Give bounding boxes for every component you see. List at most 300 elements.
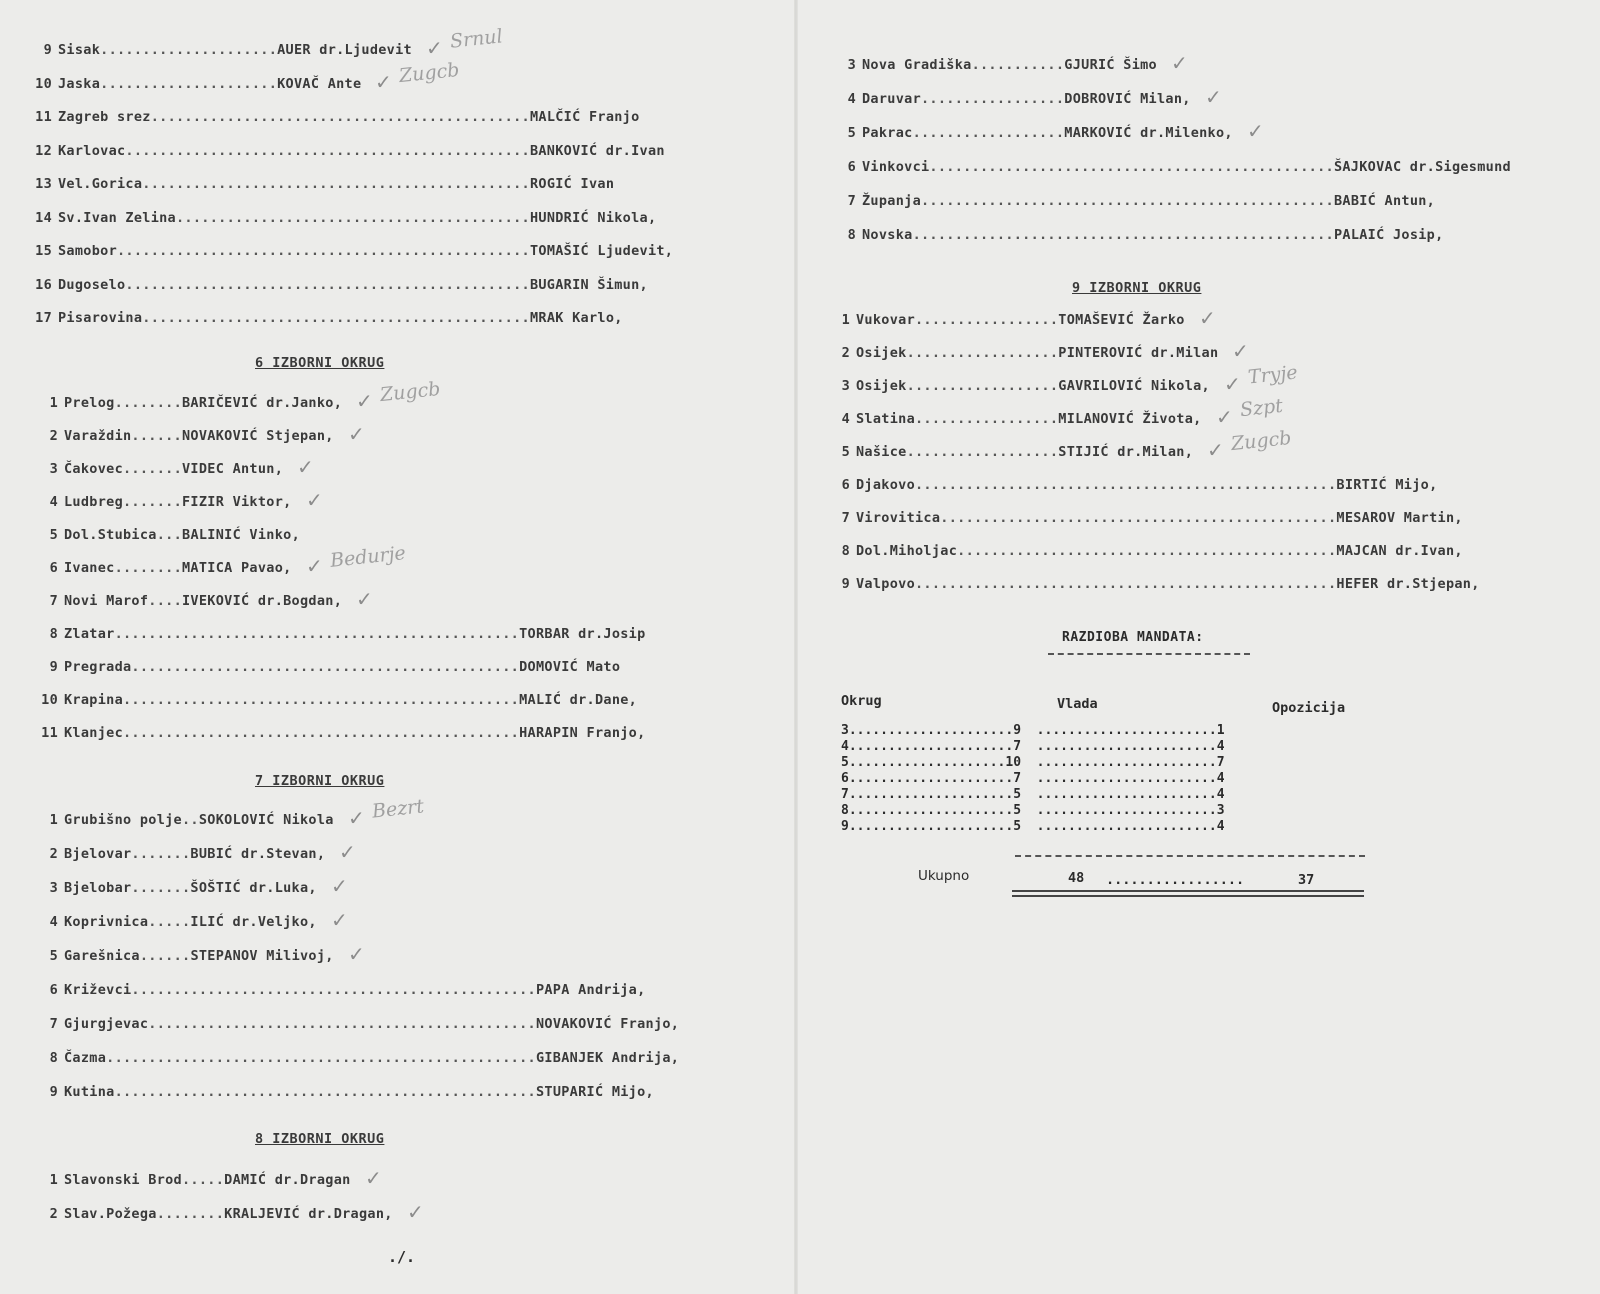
candidate-name: BANKOVIĆ dr.Ivan xyxy=(529,142,665,159)
leader-dots: ....................... xyxy=(1021,819,1217,834)
row-number: 4 xyxy=(847,91,856,107)
total-dots: ................. xyxy=(1106,872,1245,888)
candidate-row xyxy=(832,227,1444,243)
checkmark-icon: ✓ xyxy=(348,942,365,966)
page-fold xyxy=(794,0,798,1294)
checkmark-icon: ✓ xyxy=(1224,372,1241,396)
distribution-title: RAZDIOBA MANDATA: xyxy=(1062,630,1204,645)
district-place: Daruvar xyxy=(862,91,921,107)
leader-dots: ............................................. xyxy=(150,109,530,125)
row-number: 5 xyxy=(847,125,856,141)
district-place: Bjelovar xyxy=(64,846,132,862)
candidate-name: MAJCAN dr.Ivan, xyxy=(1336,543,1463,559)
leader-dots: ........ xyxy=(114,395,182,411)
district-place: Zagreb srez xyxy=(58,109,151,125)
district-place: Dugoselo xyxy=(58,276,126,293)
checkmark-icon: ✓ xyxy=(1199,306,1216,330)
leader-dots: ....................... xyxy=(1021,803,1217,818)
leader-dots: ............................................... xyxy=(123,692,520,708)
candidate-name: MALČIĆ Franjo xyxy=(529,109,640,125)
candidate-row xyxy=(826,510,1463,526)
handwritten-note: Zugcb xyxy=(398,58,461,87)
leader-dots: ................................................. xyxy=(117,243,530,259)
leader-dots: ........... xyxy=(971,57,1065,73)
district-place: Vinkovci xyxy=(862,159,930,175)
row-number: 4 xyxy=(841,411,850,427)
row-number: 1 xyxy=(49,1172,58,1188)
leader-dots: ...... xyxy=(139,948,191,964)
row-number: 8 xyxy=(49,1050,58,1066)
leader-dots: ....... xyxy=(131,880,191,896)
vlada-value: 7 xyxy=(1013,739,1022,754)
leader-dots: .................................................. xyxy=(912,227,1334,243)
candidate-row xyxy=(28,176,614,192)
leader-dots: ..................... xyxy=(848,819,1014,834)
okrug-value: 9 xyxy=(841,819,849,834)
candidate-name: MATICA Pavao, xyxy=(182,560,292,576)
candidate-row xyxy=(34,395,342,411)
checkmark-icon: ✓ xyxy=(297,455,314,479)
checkmark-icon: ✓ xyxy=(1216,405,1233,429)
leader-dots: ....................... xyxy=(1021,771,1217,786)
district-place: Varaždin xyxy=(64,428,132,444)
row-number: 2 xyxy=(49,846,58,862)
vlada-value: 5 xyxy=(1013,803,1022,818)
leader-dots: ....... xyxy=(123,461,182,477)
candidate-name: BIRTIĆ Mijo, xyxy=(1336,477,1438,493)
checkmark-icon: ✓ xyxy=(1232,339,1249,363)
leader-dots: ..................... xyxy=(848,739,1014,754)
leader-dots: .............................................. xyxy=(142,310,530,326)
candidate-name: STUPARIĆ Mijo, xyxy=(535,1084,654,1100)
district-place: Bjelobar xyxy=(64,880,132,896)
opozicija-value: 7 xyxy=(1216,755,1225,770)
leader-dots: .................... xyxy=(848,755,1006,770)
candidate-name: MRAK Karlo, xyxy=(529,310,623,326)
candidate-row xyxy=(34,659,620,675)
candidate-row xyxy=(34,461,283,477)
row-number: 6 xyxy=(49,982,58,998)
checkmark-icon: ✓ xyxy=(1207,438,1224,462)
candidate-name: ROGIĆ Ivan xyxy=(529,176,615,192)
row-number: 7 xyxy=(49,593,58,609)
vlada-value: 10 xyxy=(1005,755,1022,770)
row-number: 14 xyxy=(35,209,52,226)
total-vlada: 48 xyxy=(1068,870,1085,886)
heading-okrug-7: 7 IZBORNI OKRUG xyxy=(255,773,385,789)
row-number: 10 xyxy=(41,692,58,708)
leader-dots: .................. xyxy=(906,378,1059,394)
vlada-value: 5 xyxy=(1013,787,1022,802)
candidate-row xyxy=(34,1084,654,1100)
candidate-name: ŠAJKOVAC dr.Sigesmund xyxy=(1333,159,1511,175)
candidate-row xyxy=(826,444,1193,460)
candidate-row xyxy=(34,812,334,828)
heading-okrug-6: 6 IZBORNI OKRUG xyxy=(255,355,385,371)
district-place: Koprivnica xyxy=(64,914,149,930)
district-place: Grubišno polje xyxy=(64,812,182,828)
district-place: Karlovac xyxy=(58,142,126,159)
candidate-name: BUBIĆ dr.Stevan, xyxy=(190,846,326,862)
candidate-name: PAPA Andrija, xyxy=(535,982,646,998)
handwritten-note: Zugcb xyxy=(1230,426,1293,456)
candidate-row xyxy=(28,243,673,259)
leader-dots: .................. xyxy=(912,125,1065,141)
candidate-name: KRALJEVIĆ dr.Dragan, xyxy=(224,1206,393,1222)
heading-okrug-8: 8 IZBORNI OKRUG xyxy=(255,1131,385,1147)
leader-dots: .................. xyxy=(906,444,1059,460)
leader-dots: ................................................ xyxy=(125,142,530,159)
leader-dots: ...... xyxy=(131,428,182,444)
opozicija-value: 1 xyxy=(1216,723,1225,738)
row-number: 6 xyxy=(841,477,850,493)
candidate-name: MESAROV Martin, xyxy=(1336,510,1463,526)
leader-dots: .............................................. xyxy=(131,659,520,675)
candidate-row xyxy=(34,1206,393,1222)
checkmark-icon: ✓ xyxy=(348,806,365,830)
row-number: 7 xyxy=(49,1016,58,1032)
candidate-name: AUER dr.Ljudevit xyxy=(277,42,412,58)
leader-dots: .................. xyxy=(906,345,1059,361)
row-number: 8 xyxy=(847,227,856,243)
candidate-name: STIJIĆ dr.Milan, xyxy=(1058,444,1194,460)
leader-dots: ........ xyxy=(114,560,182,576)
candidate-row xyxy=(826,477,1438,493)
row-number: 3 xyxy=(49,461,58,477)
district-place: Dol.Stubica xyxy=(64,527,157,543)
leader-dots: ................................................ xyxy=(131,982,536,998)
candidate-name: IVEKOVIĆ dr.Bogdan, xyxy=(182,593,343,609)
distribution-title-underline xyxy=(1048,653,1250,655)
leader-dots: ....... xyxy=(131,846,191,862)
district-place: Pakrac xyxy=(862,125,913,141)
leader-dots: .............................................. xyxy=(148,1016,536,1032)
candidate-row xyxy=(832,91,1191,107)
leader-dots: .... xyxy=(148,593,182,609)
leader-dots: ..................... xyxy=(848,771,1014,786)
leader-dots: ................. xyxy=(915,312,1059,328)
row-number: 7 xyxy=(841,510,850,526)
leader-dots: ............................................... xyxy=(123,725,520,741)
checkmark-icon: ✓ xyxy=(407,1200,424,1224)
distribution-row xyxy=(841,755,1225,771)
row-number: 16 xyxy=(35,276,52,293)
row-number: 7 xyxy=(847,193,856,209)
district-place: Sv.Ivan Zelina xyxy=(58,209,176,226)
distribution-row xyxy=(841,819,1225,835)
opozicija-value: 4 xyxy=(1216,739,1225,754)
heading-okrug-9: 9 IZBORNI OKRUG xyxy=(1072,280,1202,296)
leader-dots: ................. xyxy=(915,411,1059,427)
candidate-name: TOMAŠEVIĆ Žarko xyxy=(1058,312,1185,328)
leader-dots: ................................................. xyxy=(921,193,1334,209)
leader-dots: ................................................ xyxy=(929,159,1334,175)
candidate-name: SOKOLOVIĆ Nikola xyxy=(198,812,334,828)
okrug-value: 4 xyxy=(841,739,849,754)
candidate-row xyxy=(28,210,656,226)
candidate-row xyxy=(34,527,300,543)
district-place: Sisak xyxy=(58,42,101,58)
row-number: 12 xyxy=(35,142,52,159)
leader-dots: ............................................. xyxy=(957,543,1337,559)
district-place: Našice xyxy=(856,444,907,460)
handwritten-note: Tryje xyxy=(1246,361,1299,389)
row-number: 8 xyxy=(49,626,58,642)
page-continuation-mark: ./. xyxy=(388,1248,416,1266)
district-place: Križevci xyxy=(64,982,132,998)
leader-dots: ................. xyxy=(921,91,1065,107)
leader-dots: ................................................ xyxy=(125,276,530,293)
candidate-row xyxy=(826,378,1210,394)
checkmark-icon: ✓ xyxy=(365,1166,382,1190)
row-number: 9 xyxy=(49,659,58,675)
row-number: 6 xyxy=(847,159,856,175)
district-place: Pisarovina xyxy=(58,310,143,326)
leader-dots: ..................... xyxy=(848,723,1014,738)
candidate-name: PINTEROVIĆ dr.Milan xyxy=(1058,345,1219,361)
candidate-name: GAVRILOVIĆ Nikola, xyxy=(1058,378,1210,394)
leader-dots: .................................................. xyxy=(915,477,1337,493)
opozicija-value: 3 xyxy=(1216,803,1225,818)
candidate-name: DAMIĆ dr.Dragan xyxy=(224,1172,351,1188)
district-place: Novska xyxy=(862,227,913,243)
district-place: Novi Marof xyxy=(64,593,149,609)
checkmark-icon: ✓ xyxy=(348,422,365,446)
handwritten-note: Bedurje xyxy=(329,542,407,572)
district-place: Jaska xyxy=(58,75,101,92)
leader-dots: ................................................ xyxy=(114,626,520,642)
handwritten-note: Zugcb xyxy=(379,377,442,407)
candidate-name: MALIĆ dr.Dane, xyxy=(519,692,638,708)
candidate-name: STEPANOV Milivoj, xyxy=(190,948,334,964)
row-number: 6 xyxy=(49,560,58,576)
district-place: Krapina xyxy=(64,692,123,708)
row-number: 5 xyxy=(49,948,58,964)
checkmark-icon: ✓ xyxy=(426,36,443,60)
candidate-row xyxy=(34,914,317,930)
candidate-name: HUNDRIĆ Nikola, xyxy=(529,209,657,226)
candidate-row xyxy=(832,159,1511,175)
candidate-row xyxy=(34,494,292,510)
candidate-row xyxy=(34,1050,679,1066)
candidate-row xyxy=(28,277,648,293)
row-number: 1 xyxy=(841,312,850,328)
leader-dots: ..................... xyxy=(100,75,278,92)
leader-dots: ..................... xyxy=(848,803,1014,818)
candidate-row xyxy=(28,76,361,92)
total-double-underline xyxy=(1012,890,1364,897)
opozicija-value: 4 xyxy=(1216,819,1225,834)
total-label: Ukupno xyxy=(918,868,970,884)
row-number: 3 xyxy=(841,378,850,394)
leader-dots: .............................................. xyxy=(142,176,530,192)
checkmark-icon: ✓ xyxy=(1205,85,1222,109)
candidate-row xyxy=(34,593,342,609)
candidate-row xyxy=(34,1172,351,1188)
vlada-value: 7 xyxy=(1013,771,1022,786)
district-place: Osijek xyxy=(856,345,907,361)
leader-dots: ................................................... xyxy=(106,1050,536,1066)
row-number: 5 xyxy=(49,527,58,543)
row-number: 9 xyxy=(43,42,52,58)
candidate-row xyxy=(826,345,1218,361)
row-number: 9 xyxy=(49,1084,58,1100)
candidate-name: DOMOVIĆ Mato xyxy=(519,659,621,675)
district-place: Dol.Miholjac xyxy=(856,543,958,559)
candidate-row xyxy=(826,312,1185,328)
checkmark-icon: ✓ xyxy=(1247,119,1264,143)
candidate-name: BARIČEVIĆ dr.Janko, xyxy=(182,395,343,411)
candidate-row xyxy=(34,846,325,862)
candidate-row xyxy=(826,543,1463,559)
district-place: Zlatar xyxy=(64,626,115,642)
column-vlada: Vlada xyxy=(1057,696,1098,712)
okrug-value: 8 xyxy=(841,803,849,818)
district-place: Čazma xyxy=(64,1050,107,1066)
candidate-row xyxy=(34,880,317,896)
district-place: Gjurgjevac xyxy=(64,1016,149,1032)
row-number: 5 xyxy=(841,444,850,460)
okrug-value: 5 xyxy=(841,755,849,770)
column-opozicija: Opozicija xyxy=(1272,700,1346,716)
total-opozicija: 37 xyxy=(1298,872,1315,888)
candidate-name: PALAIĆ Josip, xyxy=(1333,227,1444,243)
row-number: 9 xyxy=(841,576,850,592)
candidate-name: NOVAKOVIĆ Franjo, xyxy=(535,1016,680,1032)
district-place: Virovitica xyxy=(856,510,941,526)
district-place: Djakovo xyxy=(856,477,915,493)
row-number: 10 xyxy=(35,75,52,92)
checkmark-icon: ✓ xyxy=(375,69,392,94)
row-number: 2 xyxy=(49,1206,58,1222)
candidate-name: TORBAR dr.Josip xyxy=(519,626,646,642)
district-place: Čakovec xyxy=(64,461,123,477)
vlada-value: 5 xyxy=(1013,819,1022,834)
checkmark-icon: ✓ xyxy=(356,587,373,611)
candidate-name: HARAPIN Franjo, xyxy=(519,725,646,741)
handwritten-note: Bezrt xyxy=(370,795,425,823)
district-place: Ivanec xyxy=(64,560,115,576)
candidate-row xyxy=(34,948,334,964)
district-place: Ludbreg xyxy=(64,494,123,510)
leader-dots: ..................... xyxy=(848,787,1014,802)
row-number: 2 xyxy=(841,345,850,361)
candidate-row xyxy=(34,560,292,576)
distribution-row xyxy=(841,723,1225,739)
district-place: Vukovar xyxy=(856,312,915,328)
checkmark-icon: ✓ xyxy=(331,874,348,898)
candidate-row xyxy=(34,1016,679,1032)
candidate-row xyxy=(28,143,665,159)
candidate-name: ŠOŠTIĆ dr.Luka, xyxy=(190,880,317,896)
handwritten-note: Srnul xyxy=(448,25,504,53)
candidate-row xyxy=(832,57,1157,73)
opozicija-value: 4 xyxy=(1216,771,1225,786)
row-number: 8 xyxy=(841,543,850,559)
candidate-name: TOMAŠIĆ Ljudevit, xyxy=(529,243,674,259)
leader-dots: .................................................. xyxy=(114,1084,536,1100)
district-place: Samobor xyxy=(58,243,117,259)
candidate-name: FIZIR Viktor, xyxy=(182,494,292,510)
vlada-value: 9 xyxy=(1013,723,1022,738)
candidate-row xyxy=(34,428,334,444)
row-number: 1 xyxy=(49,395,58,411)
distribution-row xyxy=(841,787,1225,803)
district-place: Slav.Požega xyxy=(64,1206,157,1222)
row-number: 4 xyxy=(49,494,58,510)
checkmark-icon: ✓ xyxy=(306,554,323,578)
candidate-row xyxy=(28,109,640,125)
checkmark-icon: ✓ xyxy=(306,488,323,512)
row-number: 17 xyxy=(35,310,52,326)
district-place: Prelog xyxy=(64,395,115,411)
row-number: 1 xyxy=(49,812,58,828)
candidate-name: BUGARIN Šimun, xyxy=(529,276,648,293)
leader-dots: ..... xyxy=(148,914,191,930)
district-place: Županja xyxy=(862,193,921,209)
row-number: 3 xyxy=(847,57,856,73)
handwritten-note: Szpt xyxy=(1238,394,1284,422)
checkmark-icon: ✓ xyxy=(356,389,373,413)
leader-dots: ..................... xyxy=(100,42,278,58)
leader-dots: ....................... xyxy=(1021,755,1217,770)
leader-dots: ... xyxy=(156,527,183,543)
row-number: 15 xyxy=(35,243,52,259)
row-number: 4 xyxy=(49,914,58,930)
district-place: Slatina xyxy=(856,411,915,427)
district-place: Slavonski Brod xyxy=(64,1172,182,1188)
leader-dots: .................................................. xyxy=(915,576,1337,592)
candidate-row xyxy=(34,725,646,741)
leader-dots: ............................................... xyxy=(940,510,1337,526)
leader-dots: ....................... xyxy=(1021,739,1217,754)
candidate-row xyxy=(832,125,1233,141)
candidate-name: GIBANJEK Andrija, xyxy=(535,1050,680,1066)
candidate-row xyxy=(28,310,623,326)
checkmark-icon: ✓ xyxy=(1171,51,1188,75)
row-number: 13 xyxy=(35,176,52,192)
district-place: Osijek xyxy=(856,378,907,394)
candidate-name: MILANOVIĆ Života, xyxy=(1058,411,1202,427)
leader-dots: ....... xyxy=(123,494,182,510)
distribution-row xyxy=(841,739,1225,755)
leader-dots: ....................... xyxy=(1021,787,1217,802)
distribution-sum-line xyxy=(1015,855,1365,857)
candidate-name: GJURIĆ Šimo xyxy=(1064,57,1157,73)
leader-dots: ........ xyxy=(156,1206,225,1222)
district-place: Klanjec xyxy=(64,725,123,741)
leader-dots: .......................................... xyxy=(176,209,530,226)
candidate-name: MARKOVIĆ dr.Milenko, xyxy=(1064,125,1233,141)
okrug-value: 3 xyxy=(841,723,849,738)
district-place: Kutina xyxy=(64,1084,115,1100)
distribution-row xyxy=(841,771,1225,787)
candidate-name: KOVAČ Ante xyxy=(277,75,362,92)
column-okrug: Okrug xyxy=(841,693,882,709)
candidate-row xyxy=(832,193,1435,209)
district-place: Vel.Gorica xyxy=(58,176,143,192)
candidate-name: ILIĆ dr.Veljko, xyxy=(190,914,317,930)
checkmark-icon: ✓ xyxy=(339,840,356,864)
row-number: 2 xyxy=(49,428,58,444)
candidate-name: DOBROVIĆ Milan, xyxy=(1064,91,1191,107)
candidate-name: VIDEC Antun, xyxy=(182,461,284,477)
leader-dots: .. xyxy=(182,812,199,828)
candidate-name: BABIĆ Antun, xyxy=(1333,193,1436,209)
distribution-row xyxy=(841,803,1225,819)
candidate-name: BALINIĆ Vinko, xyxy=(182,527,301,543)
candidate-row xyxy=(28,42,412,58)
